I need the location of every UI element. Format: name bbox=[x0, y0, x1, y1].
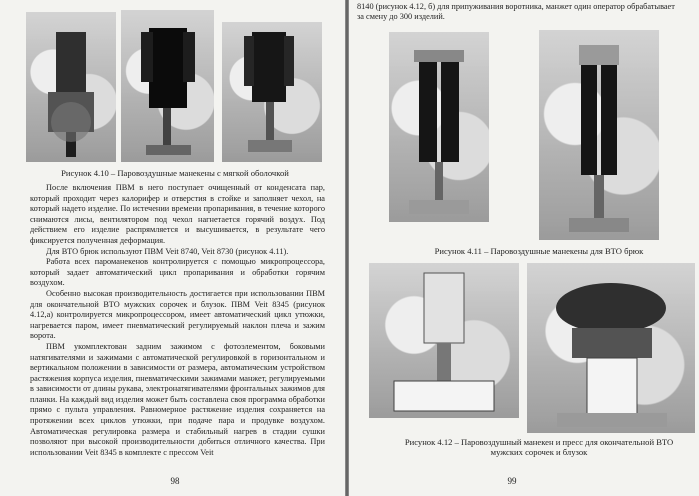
figure-4-12-photo-a bbox=[369, 263, 519, 418]
figure-4-11-photo-2 bbox=[539, 30, 659, 240]
left-page-number: 98 bbox=[170, 476, 180, 486]
figure-4-10-photo-1 bbox=[26, 12, 116, 162]
left-page bbox=[0, 0, 345, 496]
right-top-line: 8140 (рисунок 4.12, б) для припуживания воротника, манжет один оператор обрабатывает за смену до 300 изделий. bbox=[357, 2, 675, 22]
figure-4-10-caption: Рисунок 4.10 – Паровоздушные манекены с мягкой оболочкой bbox=[61, 168, 289, 178]
figure-4-11-caption: Рисунок 4.11 – Паровоздушные манекены для ВТО брюк bbox=[434, 246, 644, 256]
right-page bbox=[349, 0, 699, 496]
figure-4-11-photo-1 bbox=[389, 32, 489, 222]
paragraph-2: Для ВТО брюк используют ПВМ Veit 8740, Veit 8730 (рисунок 4.11). bbox=[46, 246, 289, 256]
right-page-number: 99 bbox=[507, 476, 517, 486]
paragraph-3: Работа всех паромaнекенов контролируется с помощью микропроцессора, который задает автоматический цикл пропаривания и обработки горячим воздухом. bbox=[30, 257, 325, 288]
figure-4-12-caption: Рисунок 4.12 – Паровоздушный манекен и пресс для окончательной ВТО мужских сорочек и блузок bbox=[404, 437, 674, 457]
figure-4-12-photo-b bbox=[527, 263, 695, 433]
left-body-text bbox=[30, 183, 325, 458]
paragraph-4: Особенно высокая производительность достигается при использовании ПВМ для окончательной ВТО мужских сорочек и блузок. ПВМ Veit 8345 (рисунок 4.12,а) контролируется микропроцессором, имеет автоматический цикл утюжки, нагревается паром, имеет пневматический регулируемый наклон плеча и зажим ворота. bbox=[30, 288, 325, 341]
paragraph-5: ПВМ укомплектован задним зажимом с фотоэлементом, боковыми натягивателями и зажимами с автоматической регулировкой в горизонтальном и вертикальном положении в зависимости от размера, автоматическим устройством растяжения корпуса изделия, пневматическими зажимами манжет, регулируемыми в зависимости от длины рукава, электронатягивателями фронтальных зажимов для планки. На каждый вид изделия может быть составлена своя программа обработки прямо с пульта управления. Равномерное растяжение изделия сохраняется на протяжении всех циклов утюжки, при подаче пара и продувке воздухом. Автоматическая регулировка размера и стабильный нагрев в стадии сушки позволяют при высокой производительности добиться отличного качества. При использовании Veit 8345 в комплекте с прессом Veit bbox=[30, 341, 325, 457]
paragraph-1: После включения ПВМ в него поступает очищенный от конденсата пар, который проходит через калорифер и отверстия в стойке и заполняет чехол, на который надето изделие. По истечении времени пропаривания, в течение которого снимаются лисы, вентилятором под чехол нагнетается горячий воздух. Под действием его изделие распрямляется и высушивается, в результате чего фиксируется полученная деформация. bbox=[30, 183, 325, 245]
figure-4-10-photo-3 bbox=[222, 22, 322, 162]
figure-4-10-photo-2 bbox=[121, 10, 214, 162]
